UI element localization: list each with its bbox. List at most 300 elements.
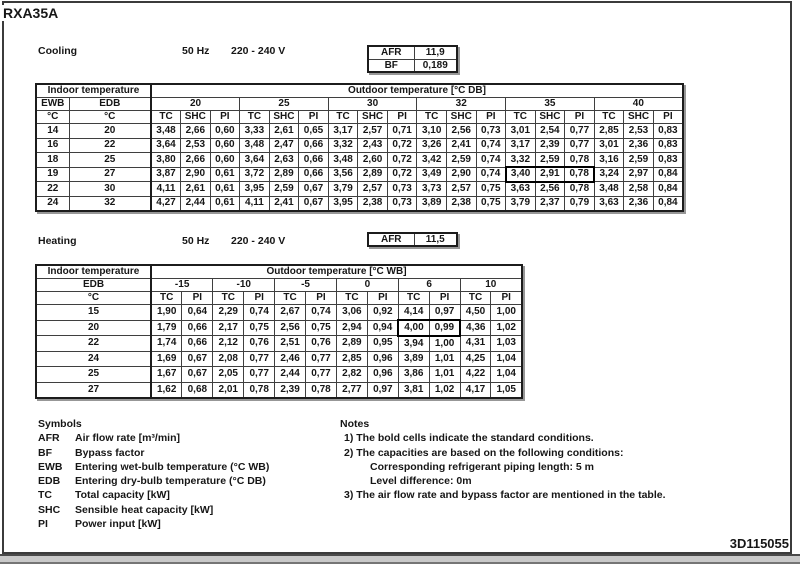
capacity-value: 3,33 [240, 124, 270, 139]
measure-label: PI [476, 111, 506, 124]
indoor-column-label: EDB [69, 98, 151, 111]
capacity-value: 2,51 [275, 336, 306, 352]
capacity-value: 0,60 [210, 124, 240, 139]
capacity-value: 0,66 [299, 153, 329, 168]
capacity-value: 3,40 [506, 167, 536, 182]
rating-label: BF [368, 59, 414, 72]
outdoor-temp-label: 20 [151, 98, 240, 111]
capacity-value: 0,75 [244, 320, 275, 336]
capacity-value: 2,60 [358, 153, 388, 168]
symbol-abbr: EDB [38, 475, 61, 488]
outdoor-temperature-header: Outdoor temperature [°C DB] [151, 84, 683, 98]
table-row [36, 196, 683, 211]
capacity-value: 0,74 [244, 305, 275, 321]
capacity-value: 0,77 [565, 138, 595, 153]
capacity-value: 2,36 [624, 196, 654, 211]
capacity-value: 0,67 [182, 351, 213, 367]
capacity-value: 3,49 [417, 167, 447, 182]
capacity-value: 1,00 [491, 305, 522, 321]
indoor-column-label: EDB [36, 279, 151, 292]
capacity-value: 2,57 [358, 124, 388, 139]
capacity-value: 2,41 [269, 196, 299, 211]
symbol-abbr: PI [38, 518, 48, 531]
capacity-value: 2,17 [213, 320, 244, 336]
measure-label: SHC [446, 111, 476, 124]
capacity-value: 4,36 [460, 320, 491, 336]
capacity-value: 0,78 [565, 167, 595, 182]
measure-label: TC [594, 111, 624, 124]
indoor-column-label: EWB [36, 98, 69, 111]
capacity-value: 0,60 [210, 138, 240, 153]
capacity-value: 0,74 [476, 138, 506, 153]
indoor-temp-value: 18 [36, 153, 69, 168]
outdoor-temp-label: 25 [240, 98, 329, 111]
capacity-value: 3,79 [328, 182, 358, 197]
cooling-frequency: 50 Hz [182, 45, 210, 57]
capacity-value: 0,77 [306, 351, 337, 367]
capacity-value: 2,90 [181, 167, 211, 182]
capacity-value: 1,02 [491, 320, 522, 336]
capacity-value: 0,99 [429, 320, 460, 336]
symbol-description: Entering dry-bulb temperature (°C DB) [75, 475, 266, 488]
capacity-value: 3,64 [151, 138, 181, 153]
capacity-value: 2,01 [213, 382, 244, 398]
symbols-list [38, 431, 269, 531]
capacity-value: 3,16 [594, 153, 624, 168]
symbol-description: Power input [kW] [75, 518, 161, 531]
capacity-value: 2,29 [213, 305, 244, 321]
capacity-value: 0,84 [653, 182, 683, 197]
capacity-value: 2,39 [535, 138, 565, 153]
capacity-value: 2,59 [269, 182, 299, 197]
capacity-value: 2,97 [624, 167, 654, 182]
capacity-value: 1,67 [151, 367, 182, 383]
capacity-value: 0,95 [367, 336, 398, 352]
capacity-value: 3,72 [240, 167, 270, 182]
capacity-value: 2,47 [269, 138, 299, 153]
rating-value: 0,189 [414, 59, 457, 72]
outdoor-temp-label: -5 [275, 279, 337, 292]
capacity-value: 0,71 [387, 124, 417, 139]
capacity-value: 0,83 [653, 124, 683, 139]
capacity-value: 3,89 [398, 351, 429, 367]
capacity-value: 1,01 [429, 351, 460, 367]
table-row [36, 167, 683, 182]
capacity-value: 3,17 [328, 124, 358, 139]
capacity-value: 1,69 [151, 351, 182, 367]
capacity-value: 0,73 [476, 124, 506, 139]
capacity-value: 2,56 [446, 124, 476, 139]
capacity-value: 2,66 [181, 124, 211, 139]
capacity-value: 0,92 [367, 305, 398, 321]
symbol-description: Bypass factor [75, 446, 145, 459]
capacity-value: 2,90 [446, 167, 476, 182]
capacity-value: 2,58 [624, 182, 654, 197]
capacity-value: 2,89 [336, 336, 367, 352]
note-line: Corresponding refrigerant piping length: 5 m [370, 460, 595, 473]
capacity-value: 3,48 [594, 182, 624, 197]
indoor-temp-value: 16 [36, 138, 69, 153]
capacity-value: 3,81 [398, 382, 429, 398]
measure-label: TC [460, 292, 491, 305]
capacity-value: 0,77 [244, 351, 275, 367]
capacity-value: 0,60 [210, 153, 240, 168]
measure-label: SHC [181, 111, 211, 124]
heating-voltage: 220 - 240 V [231, 235, 286, 247]
capacity-value: 0,74 [306, 305, 337, 321]
capacity-value: 1,02 [429, 382, 460, 398]
indoor-temp-value: 22 [36, 336, 151, 352]
symbol-row [38, 517, 269, 531]
capacity-value: 0,78 [306, 382, 337, 398]
capacity-value: 3,01 [594, 138, 624, 153]
indoor-temp-value: 25 [69, 153, 151, 168]
capacity-value: 0,61 [210, 182, 240, 197]
measure-label: TC [213, 292, 244, 305]
capacity-value: 0,83 [653, 153, 683, 168]
measure-label: PI [182, 292, 213, 305]
symbol-row [38, 431, 269, 445]
measure-label: PI [244, 292, 275, 305]
capacity-value: 2,56 [535, 182, 565, 197]
cooling-section-header [0, 45, 700, 58]
table-row [36, 182, 683, 197]
note-line: 2) The capacities are based on the following conditions: [344, 446, 624, 459]
indoor-temp-value: 22 [36, 182, 69, 197]
capacity-value: 2,46 [275, 351, 306, 367]
capacity-value: 3,95 [328, 196, 358, 211]
capacity-value: 0,84 [653, 167, 683, 182]
measure-label: TC [151, 292, 182, 305]
capacity-value: 3,86 [398, 367, 429, 383]
capacity-value: 0,78 [244, 382, 275, 398]
measure-label: PI [387, 111, 417, 124]
capacity-value: 3,42 [417, 153, 447, 168]
capacity-value: 3,06 [336, 305, 367, 321]
indoor-temp-value: 32 [69, 196, 151, 211]
capacity-value: 2,59 [535, 153, 565, 168]
measure-label: SHC [358, 111, 388, 124]
page-bottom-edge [0, 554, 800, 564]
capacity-value: 3,63 [594, 196, 624, 211]
measure-label: TC [328, 111, 358, 124]
capacity-value: 4,14 [398, 305, 429, 321]
table-row [36, 382, 522, 398]
capacity-value: 3,80 [151, 153, 181, 168]
capacity-value: 1,74 [151, 336, 182, 352]
capacity-value: 2,82 [336, 367, 367, 383]
outdoor-temp-label: 6 [398, 279, 460, 292]
notes-section [340, 417, 770, 503]
measure-label: TC [240, 111, 270, 124]
rating-label: AFR [368, 46, 414, 59]
capacity-value: 2,61 [269, 124, 299, 139]
unit-label: °C [36, 292, 151, 305]
table-row [36, 153, 683, 168]
rating-value: 11,9 [414, 46, 457, 59]
capacity-value: 0,67 [299, 196, 329, 211]
capacity-value: 2,89 [269, 167, 299, 182]
capacity-value: 0,79 [565, 196, 595, 211]
measure-label: PI [210, 111, 240, 124]
capacity-value: 1,62 [151, 382, 182, 398]
unit-label: °C [69, 111, 151, 124]
indoor-temp-value: 20 [69, 124, 151, 139]
capacity-value: 2,39 [275, 382, 306, 398]
measure-label: TC [275, 292, 306, 305]
measure-label: TC [336, 292, 367, 305]
capacity-value: 0,65 [299, 124, 329, 139]
page-title: RXA35A [1, 5, 62, 21]
capacity-value: 0,94 [367, 320, 398, 336]
capacity-value: 0,75 [476, 182, 506, 197]
rating-label: AFR [368, 233, 414, 246]
table-row [36, 320, 522, 336]
symbol-row [38, 488, 269, 502]
capacity-value: 0,76 [306, 336, 337, 352]
outdoor-temp-label: 0 [336, 279, 398, 292]
capacity-value: 2,41 [446, 138, 476, 153]
indoor-temp-value: 15 [36, 305, 151, 321]
capacity-value: 0,77 [565, 124, 595, 139]
capacity-value: 2,57 [358, 182, 388, 197]
capacity-value: 4,11 [240, 196, 270, 211]
note-line: 1) The bold cells indicate the standard conditions. [344, 432, 594, 445]
capacity-value: 4,27 [151, 196, 181, 211]
heating-capacity-table [35, 264, 523, 399]
unit-label: °C [36, 111, 69, 124]
capacity-value: 2,36 [624, 138, 654, 153]
capacity-value: 4,00 [398, 320, 429, 336]
capacity-value: 3,87 [151, 167, 181, 182]
heating-frequency: 50 Hz [182, 235, 210, 247]
capacity-value: 3,63 [506, 182, 536, 197]
capacity-value: 0,73 [387, 196, 417, 211]
capacity-value: 2,12 [213, 336, 244, 352]
symbol-row [38, 446, 269, 460]
indoor-temp-value: 19 [36, 167, 69, 182]
measure-label: TC [151, 111, 181, 124]
symbol-abbr: AFR [38, 432, 60, 445]
capacity-value: 0,68 [182, 382, 213, 398]
capacity-value: 0,61 [210, 196, 240, 211]
measure-label: TC [506, 111, 536, 124]
capacity-value: 3,32 [506, 153, 536, 168]
capacity-value: 4,22 [460, 367, 491, 383]
capacity-value: 0,66 [182, 320, 213, 336]
measure-label: SHC [269, 111, 299, 124]
capacity-value: 2,61 [181, 182, 211, 197]
symbols-section [38, 417, 269, 531]
capacity-value: 2,44 [181, 196, 211, 211]
capacity-value: 3,48 [240, 138, 270, 153]
capacity-value: 2,57 [446, 182, 476, 197]
capacity-value: 0,67 [182, 367, 213, 383]
capacity-value: 2,43 [358, 138, 388, 153]
capacity-value: 0,73 [387, 182, 417, 197]
capacity-value: 3,89 [417, 196, 447, 211]
capacity-value: 2,59 [446, 153, 476, 168]
indoor-temp-value: 24 [36, 196, 69, 211]
capacity-value: 3,73 [417, 182, 447, 197]
capacity-value: 2,63 [269, 153, 299, 168]
capacity-value: 3,79 [506, 196, 536, 211]
capacity-value: 1,90 [151, 305, 182, 321]
document-code: 3D115055 [729, 536, 789, 551]
measure-label: PI [306, 292, 337, 305]
table-row [36, 124, 683, 139]
indoor-temp-value: 24 [36, 351, 151, 367]
capacity-value: 0,72 [387, 167, 417, 182]
capacity-value: 1,79 [151, 320, 182, 336]
symbol-abbr: BF [38, 446, 52, 459]
table-row [36, 351, 522, 367]
indoor-temperature-header: Indoor temperature [36, 265, 151, 279]
capacity-value: 3,26 [417, 138, 447, 153]
capacity-value: 4,50 [460, 305, 491, 321]
symbol-abbr: TC [38, 489, 52, 502]
capacity-value: 3,48 [328, 153, 358, 168]
capacity-value: 0,66 [182, 336, 213, 352]
symbol-description: Total capacity [kW] [75, 489, 170, 502]
measure-label: PI [299, 111, 329, 124]
capacity-value: 2,53 [624, 124, 654, 139]
measure-label: SHC [624, 111, 654, 124]
capacity-value: 4,25 [460, 351, 491, 367]
capacity-value: 0,96 [367, 367, 398, 383]
capacity-value: 4,17 [460, 382, 491, 398]
capacity-value: 2,44 [275, 367, 306, 383]
capacity-value: 0,75 [476, 196, 506, 211]
notes-title: Notes [340, 418, 370, 430]
capacity-value: 2,91 [535, 167, 565, 182]
capacity-value: 1,03 [491, 336, 522, 352]
capacity-value: 0,66 [299, 138, 329, 153]
symbol-abbr: EWB [38, 460, 63, 473]
capacity-value: 2,59 [624, 153, 654, 168]
capacity-value: 1,04 [491, 367, 522, 383]
capacity-value: 0,84 [653, 196, 683, 211]
table-row [36, 367, 522, 383]
indoor-temp-value: 22 [69, 138, 151, 153]
notes-list [340, 431, 770, 502]
cooling-voltage: 220 - 240 V [231, 45, 286, 57]
outdoor-temp-label: 40 [594, 98, 683, 111]
capacity-value: 4,31 [460, 336, 491, 352]
capacity-value: 2,94 [336, 320, 367, 336]
capacity-value: 3,01 [506, 124, 536, 139]
table-row [36, 138, 683, 153]
capacity-value: 2,53 [181, 138, 211, 153]
indoor-temp-value: 30 [69, 182, 151, 197]
heating-section-label: Heating [38, 235, 77, 247]
outdoor-temp-label: 35 [506, 98, 595, 111]
note-line: 3) The air flow rate and bypass factor are mentioned in the table. [344, 489, 666, 502]
outdoor-temp-label: -15 [151, 279, 213, 292]
capacity-value: 2,66 [181, 153, 211, 168]
capacity-value: 0,83 [653, 138, 683, 153]
heating-section-header [0, 235, 700, 248]
capacity-value: 2,05 [213, 367, 244, 383]
symbol-row [38, 474, 269, 488]
capacity-value: 0,97 [429, 305, 460, 321]
measure-label: TC [417, 111, 447, 124]
capacity-value: 1,01 [429, 367, 460, 383]
rating-value: 11,5 [414, 233, 457, 246]
capacity-value: 0,96 [367, 351, 398, 367]
capacity-value: 3,64 [240, 153, 270, 168]
symbol-description: Sensible heat capacity [kW] [75, 503, 214, 516]
capacity-value: 0,75 [306, 320, 337, 336]
measure-label: PI [565, 111, 595, 124]
capacity-value: 2,77 [336, 382, 367, 398]
capacity-value: 0,77 [244, 367, 275, 383]
outdoor-temp-label: 30 [328, 98, 417, 111]
capacity-value: 3,17 [506, 138, 536, 153]
capacity-value: 4,11 [151, 182, 181, 197]
cooling-ratings-table [367, 45, 458, 73]
capacity-value: 0,64 [182, 305, 213, 321]
capacity-value: 2,54 [535, 124, 565, 139]
capacity-value: 0,67 [299, 182, 329, 197]
measure-label: PI [429, 292, 460, 305]
symbols-title: Symbols [38, 418, 82, 430]
capacity-value: 3,56 [328, 167, 358, 182]
capacity-value: 0,74 [476, 167, 506, 182]
capacity-value: 3,32 [328, 138, 358, 153]
capacity-value: 1,04 [491, 351, 522, 367]
outdoor-temperature-header: Outdoor temperature [°C WB] [151, 265, 522, 279]
outdoor-temp-label: -10 [213, 279, 275, 292]
capacity-value: 2,89 [358, 167, 388, 182]
measure-label: PI [653, 111, 683, 124]
capacity-value: 3,10 [417, 124, 447, 139]
measure-label: TC [398, 292, 429, 305]
table-row [36, 305, 522, 321]
capacity-value: 2,37 [535, 196, 565, 211]
capacity-value: 2,85 [594, 124, 624, 139]
capacity-value: 2,38 [446, 196, 476, 211]
capacity-value: 3,95 [240, 182, 270, 197]
capacity-value: 1,00 [429, 336, 460, 352]
capacity-value: 0,76 [244, 336, 275, 352]
indoor-temp-value: 14 [36, 124, 69, 139]
indoor-temp-value: 27 [36, 382, 151, 398]
cooling-section-label: Cooling [38, 45, 78, 57]
cooling-capacity-table [35, 83, 684, 212]
table-row [36, 336, 522, 352]
outdoor-temp-label: 32 [417, 98, 506, 111]
capacity-value: 0,74 [476, 153, 506, 168]
indoor-temp-value: 27 [69, 167, 151, 182]
capacity-value: 0,72 [387, 153, 417, 168]
capacity-value: 0,66 [299, 167, 329, 182]
symbol-description: Entering wet-bulb temperature (°C WB) [75, 460, 270, 473]
measure-label: PI [367, 292, 398, 305]
indoor-temperature-header: Indoor temperature [36, 84, 151, 98]
symbol-abbr: SHC [38, 503, 61, 516]
symbol-row [38, 460, 269, 474]
capacity-value: 2,08 [213, 351, 244, 367]
capacity-value: 3,94 [398, 336, 429, 352]
measure-label: PI [491, 292, 522, 305]
heating-ratings-table [367, 232, 458, 247]
indoor-temp-value: 25 [36, 367, 151, 383]
capacity-value: 0,61 [210, 167, 240, 182]
capacity-value: 2,38 [358, 196, 388, 211]
capacity-value: 0,78 [565, 182, 595, 197]
indoor-temp-value: 20 [36, 320, 151, 336]
